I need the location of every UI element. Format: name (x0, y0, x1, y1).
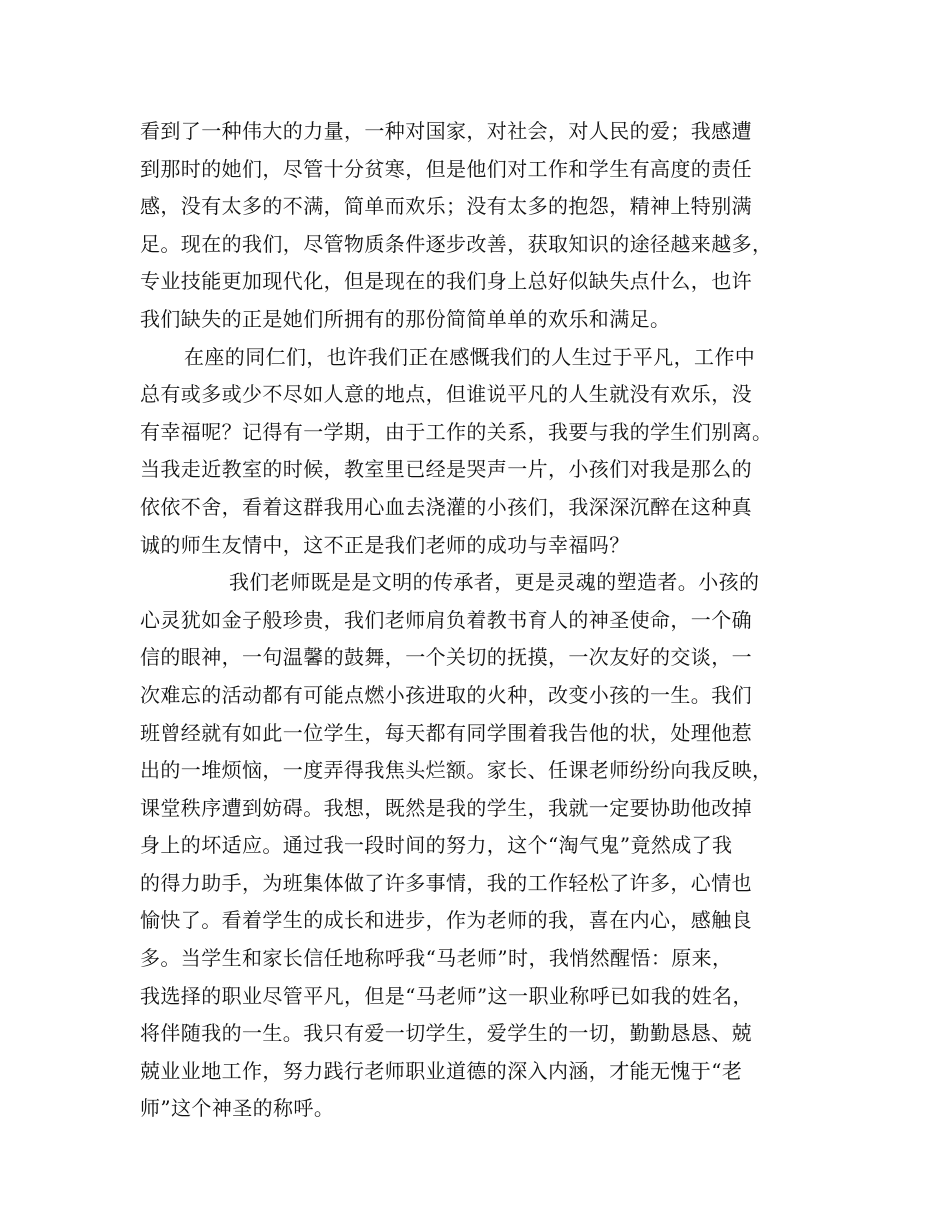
text-line: 感，没有太多的不满，简单而欢乐；没有太多的抱怨，精神上特别满 (140, 194, 752, 219)
text-line: 当我走近教室的时候，教室里已经是哭声一片，小孩们对我是那么的 (140, 457, 752, 482)
text-line: 看到了一种伟大的力量，一种对国家，对社会，对人民的爱；我感遭 (140, 119, 752, 143)
text-line: 师”这个神圣的称呼。 (140, 1096, 335, 1121)
body-text (140, 113, 830, 1128)
text-line: 信的眼神，一句温馨的鼓舞，一个关切的抚摸，一次友好的交谈，一 (140, 645, 752, 670)
text-line: 依依不舍，看着这群我用心血去浇灌的小孩们，我深深沉醉在这种真 (140, 494, 752, 519)
text-line: 我选择的职业尽管平凡，但是“马老师”这一职业称呼已如我的姓名， (140, 983, 753, 1008)
text-line: 的得力助手，为班集体做了许多事情，我的工作轻松了许多，心情也 (140, 870, 752, 895)
text-line: 出的一堆烦恼，一度弄得我焦头烂额。家长、任课老师纷纷向我反映， (140, 758, 773, 783)
text-line: 班曾经就有如此一位学生，每天都有同学围着我告他的状，处理他惹 (140, 720, 752, 745)
text-line: 愉快了。看着学生的成长和进步，作为老师的我，喜在内心，感触良 (140, 908, 752, 933)
text-line: 有幸福呢？记得有一学期，由于工作的关系，我要与我的学生们别离。 (140, 419, 773, 444)
text-line: 总有或多或少不尽如人意的地点，但谁说平凡的人生就没有欢乐，没 (140, 382, 752, 407)
text-line: 兢业业地工作，努力践行老师职业道德的深入内涵，才能无愧于“老 (140, 1058, 743, 1083)
paragraph-start-line: 我们老师既是是文明的传承者，更是灵魂的塑造者。小孩的 (229, 570, 760, 595)
text-line: 次难忘的活动都有可能点燃小孩进取的火种，改变小孩的一生。我们 (140, 682, 752, 707)
text-line: 足。现在的我们，尽管物质条件逐步改善，获取知识的途径越来越多， (140, 231, 773, 256)
text-line: 专业技能更加现代化，但是现在的我们身上总好似缺失点什么，也许 (140, 269, 752, 294)
text-line: 诚的师生友情中，这不正是我们老师的成功与幸福吗？ (140, 532, 630, 557)
text-line: 身上的坏适应。通过我一段时间的努力，这个“淘气鬼”竟然成了我 (140, 833, 733, 858)
text-line: 我们缺失的正是她们所拥有的那份简简单单的欢乐和满足。 (140, 306, 671, 331)
text-line: 课堂秩序遭到妨碍。我想，既然是我的学生，我就一定要协助他改掉 (140, 795, 752, 820)
text-line: 多。当学生和家长信任地称呼我“马老师”时，我悄然醒悟：原来， (140, 946, 733, 971)
text-line: 到那时的她们，尽管十分贫寒，但是他们对工作和学生有高度的责任 (140, 156, 752, 181)
text-line: 心灵犹如金子般珍贵，我们老师肩负着教书育人的神圣使命，一个确 (140, 607, 752, 632)
text-line: 将伴随我的一生。我只有爱一切学生，爱学生的一切，勤勤恳恳、兢 (140, 1021, 752, 1046)
paragraph-start-line: 在座的同仁们，也许我们正在感慨我们的人生过于平凡，工作中 (184, 344, 756, 369)
